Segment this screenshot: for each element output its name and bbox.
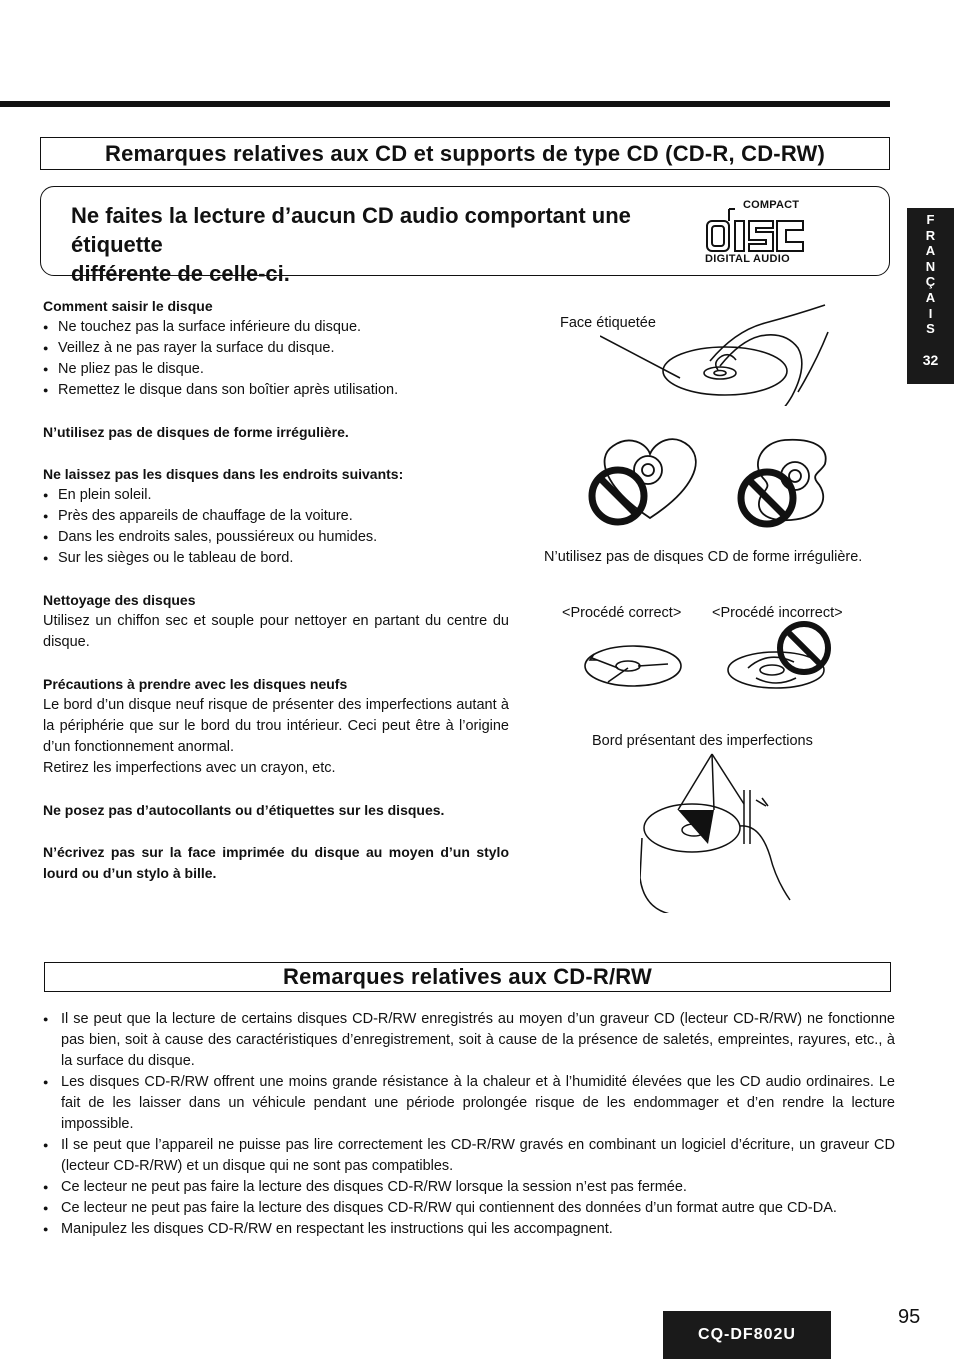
list-item: ● Dans les endroits sales, poussiéreux ou humides.	[43, 527, 509, 548]
logo-compact-text: COMPACT	[743, 199, 800, 211]
tab-letter: R	[925, 227, 936, 243]
left-column	[43, 296, 509, 884]
list-item: ● Sur les sièges ou le tableau de bord.	[43, 548, 509, 569]
list-item: ● Les disques CD-R/RW offrent une moins grande résistance à la chaleur et à l’humidité élevées que les CD audio ordinaires. Le fait de les laisser dans un véhicule pendant une période prolongée risque de les endommager et d’en rendre la lecture impossible.	[43, 1072, 895, 1135]
new-discs-text: Le bord d’un disque neuf risque de présenter des imperfections autant à la périphérie que sur le bord du trou intérieur. Ceci peut être à l’origine d’un fonctionnement anormal.	[43, 697, 509, 755]
places-heading: Ne laissez pas les disques dans les endroits suivants:	[43, 466, 404, 482]
irregular-discs-illustration	[585, 428, 845, 538]
handling-list	[43, 317, 509, 401]
page-number: 95	[898, 1306, 921, 1328]
logo-digital-audio-text: DIGITAL AUDIO	[705, 253, 790, 265]
section-title-cd-text: Remarques relatives aux CD et supports de type CD (CD-R, CD-RW)	[105, 140, 825, 166]
section-title-cdrw	[44, 962, 891, 992]
tab-letter: N	[925, 258, 936, 274]
warning-text-line1: Ne faites la lecture d’aucun CD audio comportant une étiquette	[71, 203, 631, 257]
language-tab	[907, 208, 954, 384]
list-item: ● Ne touchez pas la surface inférieure du disque.	[43, 317, 509, 338]
warning-text	[71, 201, 711, 288]
handling-heading: Comment saisir le disque	[43, 298, 213, 314]
tab-letter: A	[925, 289, 936, 305]
new-discs-text2: Retirez les imperfections avec un crayon, etc.	[43, 760, 336, 776]
incorrect-label: <Procédé incorrect>	[712, 605, 843, 621]
cdrw-list	[43, 1009, 895, 1240]
model-badge	[663, 1311, 831, 1359]
cleaning-heading: Nettoyage des disques	[43, 592, 196, 608]
list-item: ● Ne pliez pas le disque.	[43, 359, 509, 380]
list-item: ● Veillez à ne pas rayer la surface du disque.	[43, 338, 509, 359]
top-rule	[0, 101, 890, 107]
list-item: ● Près des appareils de chauffage de la voiture.	[43, 506, 509, 527]
edge-imperfection-illustration	[640, 748, 820, 913]
irregular-caption: N’utilisez pas de disques CD de forme irrégulière.	[544, 549, 863, 565]
cdrw-notes	[43, 1009, 895, 1240]
places-list	[43, 485, 509, 569]
tab-letter: Ç	[925, 274, 936, 290]
cleaning-method-illustration	[578, 618, 838, 692]
warning-text-line2: différente de celle-ci.	[71, 261, 290, 286]
tab-letter: I	[928, 305, 933, 321]
list-item: ● Manipulez les disques CD-R/RW en respectant les instructions qui les accompagnent.	[43, 1219, 895, 1240]
section-title-cd	[40, 137, 890, 170]
list-item: ● Ce lecteur ne peut pas faire la lecture des disques CD-R/RW lorsque la session n’est pas fermée.	[43, 1177, 895, 1198]
tab-letter: F	[926, 212, 935, 227]
list-item: ● Ce lecteur ne peut pas faire la lecture des disques CD-R/RW qui contiennent des données d’un format autre que CD-DA.	[43, 1198, 895, 1219]
irregular-heading: N’utilisez pas de disques de forme irrégulière.	[43, 424, 349, 440]
tab-letter: A	[925, 243, 936, 259]
section-title-cdrw-text: Remarques relatives aux CD-R/RW	[283, 964, 652, 989]
compact-disc-logo	[705, 199, 855, 269]
model-name: CQ-DF802U	[698, 1326, 796, 1343]
correct-label: <Procédé correct>	[562, 605, 682, 621]
list-item: ● Il se peut que la lecture de certains disques CD-R/RW enregistrés au moyen d’un graveur CD (lecteur CD-R/RW) ne fonctionne pas bien, soit à cause des caractéristiques d’enregistrement, soit à cause de la présence de saletés, empreintes, rayures, etc., à la surface du disque.	[43, 1009, 895, 1072]
list-item: ● Remettez le disque dans son boîtier après utilisation.	[43, 380, 509, 401]
new-discs-heading: Précautions à prendre avec les disques neufs	[43, 676, 348, 692]
list-item: ● En plein soleil.	[43, 485, 509, 506]
cleaning-text: Utilisez un chiffon sec et souple pour nettoyer en partant du centre du disque.	[43, 613, 509, 650]
tab-letter: S	[926, 321, 935, 337]
tab-page-number: 32	[922, 351, 939, 368]
list-item: ● Il se peut que l’appareil ne puisse pas lire correctement les CD-R/RW gravés en combinant un logiciel d’écriture, un graveur CD (lecteur CD-R/RW) et un disque qui ne sont pas compatibles.	[43, 1135, 895, 1177]
edge-caption: Bord présentant des imperfections	[592, 733, 813, 749]
stickers-heading: Ne posez pas d’autocollants ou d’étiquettes sur les disques.	[43, 802, 445, 818]
hand-holding-disc-illustration	[600, 296, 840, 406]
disc-logo-icon	[705, 207, 815, 253]
warning-box	[40, 186, 890, 286]
label-side-caption: Face étiquetée	[560, 315, 656, 331]
pen-heading: N’écrivez pas sur la face imprimée du disque au moyen d’un stylo lourd ou d’un stylo à bille.	[43, 844, 509, 881]
